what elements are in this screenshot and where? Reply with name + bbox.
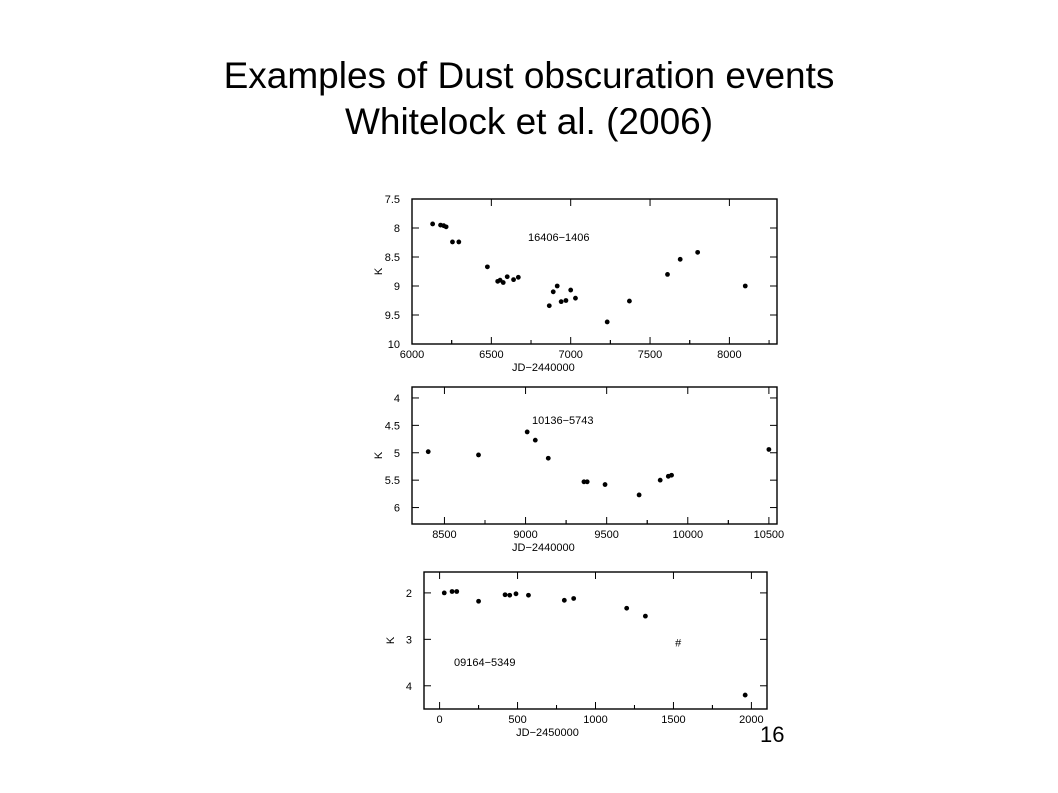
light-curve-panel-2 bbox=[0, 380, 1058, 552]
y-tick-label: 9 bbox=[393, 281, 400, 293]
x-tick-label: 10000 bbox=[672, 529, 704, 541]
y-tick-label: 2 bbox=[405, 587, 412, 600]
x-tick-label: 9500 bbox=[594, 529, 619, 541]
x-tick-label: 6000 bbox=[399, 349, 425, 361]
data-point bbox=[564, 298, 569, 303]
data-point bbox=[559, 299, 564, 304]
slide-page-number: 16 bbox=[760, 722, 785, 747]
data-point bbox=[637, 493, 642, 498]
x-axis-title: JD−2440000 bbox=[512, 542, 575, 554]
x-tick-label: 1500 bbox=[661, 714, 686, 726]
data-point bbox=[743, 284, 748, 289]
data-point bbox=[624, 606, 629, 611]
data-point bbox=[678, 257, 683, 262]
data-point bbox=[503, 592, 508, 597]
data-point bbox=[743, 693, 748, 698]
data-point bbox=[426, 449, 431, 454]
data-point bbox=[547, 303, 552, 308]
data-point bbox=[430, 222, 435, 227]
slide-title-line-1: Examples of Dust obscuration events bbox=[223, 55, 835, 96]
data-point bbox=[546, 456, 551, 461]
x-axis-title: JD−2450000 bbox=[516, 727, 579, 739]
y-tick-label: 4 bbox=[393, 392, 400, 405]
y-axis-title: K bbox=[373, 451, 385, 460]
y-tick-label: 6 bbox=[393, 502, 400, 515]
y-axis-title: K bbox=[385, 636, 397, 645]
data-point bbox=[476, 599, 481, 604]
star-id-label: 09164−5349 bbox=[454, 657, 516, 669]
x-tick-label: 500 bbox=[508, 714, 527, 726]
slide-title-line-2: Whitelock et al. (2006) bbox=[344, 101, 714, 142]
data-point bbox=[505, 274, 510, 279]
data-point bbox=[658, 478, 663, 483]
data-point bbox=[605, 320, 610, 325]
data-point bbox=[533, 438, 538, 443]
data-point bbox=[669, 473, 674, 478]
x-tick-label: 0 bbox=[436, 714, 443, 726]
x-tick-label: 2000 bbox=[739, 714, 764, 726]
x-tick-label: 9000 bbox=[513, 529, 538, 541]
x-tick-label: 1000 bbox=[583, 714, 608, 726]
y-tick-label: 5 bbox=[393, 447, 400, 460]
star-id-label: 16406−1406 bbox=[528, 232, 590, 244]
data-point bbox=[573, 296, 578, 301]
data-point bbox=[568, 288, 573, 293]
light-curve-panel-1 bbox=[0, 190, 1058, 374]
data-point bbox=[507, 593, 512, 598]
plot-frame bbox=[412, 387, 777, 524]
data-point bbox=[516, 275, 521, 280]
x-tick-label: 7500 bbox=[637, 349, 663, 361]
x-tick-label: 10500 bbox=[753, 529, 785, 541]
data-point bbox=[511, 277, 516, 282]
x-tick-label: 7000 bbox=[558, 349, 583, 361]
data-point bbox=[555, 284, 560, 289]
data-point bbox=[456, 240, 461, 245]
data-point bbox=[643, 614, 648, 619]
y-tick-label: 7.5 bbox=[384, 194, 400, 206]
data-point bbox=[444, 224, 449, 229]
x-axis-title: JD−2440000 bbox=[512, 362, 575, 374]
y-tick-label: 9.5 bbox=[384, 310, 400, 322]
data-point bbox=[514, 591, 519, 596]
data-point bbox=[450, 589, 455, 594]
data-point bbox=[665, 272, 670, 277]
data-point bbox=[525, 430, 530, 435]
y-tick-label: 4 bbox=[405, 680, 412, 693]
data-point bbox=[585, 479, 590, 484]
y-axis-title: K bbox=[373, 267, 385, 276]
y-tick-label: 10 bbox=[387, 339, 400, 351]
plot-frame bbox=[412, 199, 777, 344]
data-point bbox=[454, 589, 459, 594]
x-tick-label: 6500 bbox=[479, 349, 504, 361]
data-point bbox=[571, 596, 576, 601]
light-curve-panel-3 bbox=[0, 565, 1058, 745]
data-point bbox=[526, 593, 531, 598]
data-point bbox=[501, 280, 506, 285]
data-point bbox=[485, 264, 490, 269]
plot-frame bbox=[424, 572, 767, 709]
data-point bbox=[627, 299, 632, 304]
data-point bbox=[562, 598, 567, 603]
data-point bbox=[450, 240, 455, 245]
y-tick-label: 8.5 bbox=[384, 252, 400, 264]
y-tick-label: 4.5 bbox=[384, 420, 400, 433]
data-point bbox=[695, 250, 700, 255]
data-point bbox=[476, 453, 481, 458]
x-tick-label: 8500 bbox=[432, 529, 457, 541]
y-tick-label: 3 bbox=[405, 634, 412, 647]
star-id-label: 10136−5743 bbox=[532, 415, 594, 427]
annotation-mark: # bbox=[675, 637, 682, 650]
y-tick-label: 5.5 bbox=[384, 475, 400, 488]
y-tick-label: 8 bbox=[393, 223, 400, 235]
x-tick-label: 8000 bbox=[717, 349, 742, 361]
data-point bbox=[442, 590, 447, 595]
data-point bbox=[551, 289, 556, 294]
data-point bbox=[766, 447, 771, 452]
data-point bbox=[603, 482, 608, 487]
